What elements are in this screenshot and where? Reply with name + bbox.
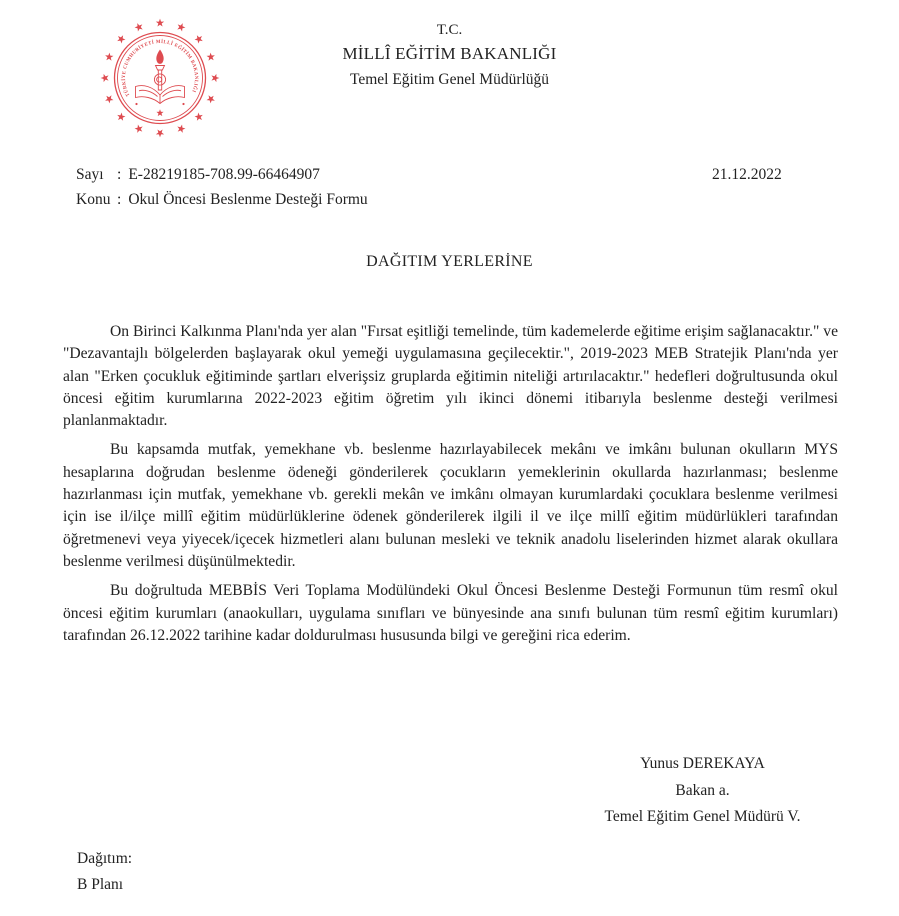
distribution-block (77, 846, 132, 898)
seal-dot-left-icon (135, 103, 137, 105)
distribution-label: Dağıtım: (77, 850, 133, 867)
letterhead-republic: T.C. (436, 22, 463, 38)
sayi-value: E-28219185-708.99-66464907 (128, 166, 320, 183)
seal-star-icon (177, 125, 185, 133)
document-title: DAĞITIM YERLERİNE (366, 253, 533, 270)
seal-star-icon (135, 125, 143, 133)
meta-row-konu (76, 187, 368, 212)
sayi-label: Sayı (76, 166, 104, 183)
body-paragraph-3: Bu doğrultuda MEBBİS Veri Toplama Modülündeki Okul Öncesi Beslenme Desteği Formunun tüm resmî okul öncesi eğitim kurumları (anaokulları, uygulama sınıfları ve bünyesinde ana sınıfı bulunan tüm resmî eğitim kurumları) tarafından 26.12.2022 tarihine kadar doldurulması hususunda bilgi ve gereğini rica ederim. (63, 582, 838, 644)
konu-value: Okul Öncesi Beslenme Desteği Formu (128, 191, 368, 208)
seal-star-icon (207, 95, 215, 103)
seal-bottom-star-icon (156, 109, 163, 116)
konu-label: Konu (76, 191, 111, 208)
seal-star-icon (105, 95, 113, 103)
letter-body (63, 321, 838, 654)
signer-capacity: Bakan a. (675, 781, 730, 799)
seal-ring-text: TÜRKİYE CUMHURİYETİ MİLLÎ EĞİTİM BAKANLIĞI (121, 39, 199, 97)
meta-block (76, 162, 368, 212)
meta-row-sayi (76, 162, 368, 187)
letterhead-ministry: MİLLÎ EĞİTİM BAKANLIĞI (342, 44, 557, 63)
body-paragraph-2: Bu kapsamda mutfak, yemekhane vb. beslenme hazırlayabilecek mekânı ve imkânı bulunan okulların MYS hesaplarına doğrudan beslenme ödeneği gönderilerek çocukların yemeklerinin okullarda hazırlanması; beslenme hazırlanması için mutfak, yemekhane vb. gerekli mekân ve imkânı olmayan kurumlardaki çocuklara beslenme verilmesi için ise il/ilçe millî eğitim müdürlüklerine ödenek gönderilerek ilgili il ve ilçe millî eğitim müdürlükleri tarafından öğretmenevi veya yiyecek/içecek hizmetleri alanı bulunan mesleki ve teknik anadolu liselerinden hizmet alarak okullara beslenme verilmesi düşünülmektedir. (63, 441, 838, 570)
signer-name: Yunus DEREKAYA (640, 755, 765, 772)
seal-star-icon (117, 113, 125, 121)
body-paragraph-1: On Birinci Kalkınma Planı'nda yer alan "Fırsat eşitliği temelinde, tüm kademelerde eğitime erişim sağlanacaktır." ve "Dezavantajlı bölgelerden başlayarak okul yemeği uygulamasına geçilecektir.", 2019-2023 MEB Stratejik Planı'nda yer alan "Erken çocukluk eğitiminde şartları elverişsiz gruplarda eğitimin niteliği artırılacaktır." hedefleri doğrultusunda okul öncesi eğitim kurumlarına 2022-2023 eğitim öğretim yılı ikinci dönemi itibarıyla beslenme desteği verilmesi planlanmaktadır. (63, 323, 838, 430)
sayi-separator: : (117, 166, 122, 183)
seal-star-icon (156, 129, 164, 137)
signer-title: Temel Eğitim Genel Müdürü V. (604, 808, 801, 825)
signature-block (560, 751, 845, 831)
seal-star-icon (195, 113, 203, 121)
letterhead (0, 20, 899, 93)
letterhead-directorate: Temel Eğitim Genel Müdürlüğü (349, 71, 550, 88)
distribution-item: B Planı (77, 876, 124, 893)
document-date: 21.12.2022 (712, 166, 782, 183)
konu-separator: : (117, 191, 122, 208)
seal-dot-right-icon (182, 103, 184, 105)
